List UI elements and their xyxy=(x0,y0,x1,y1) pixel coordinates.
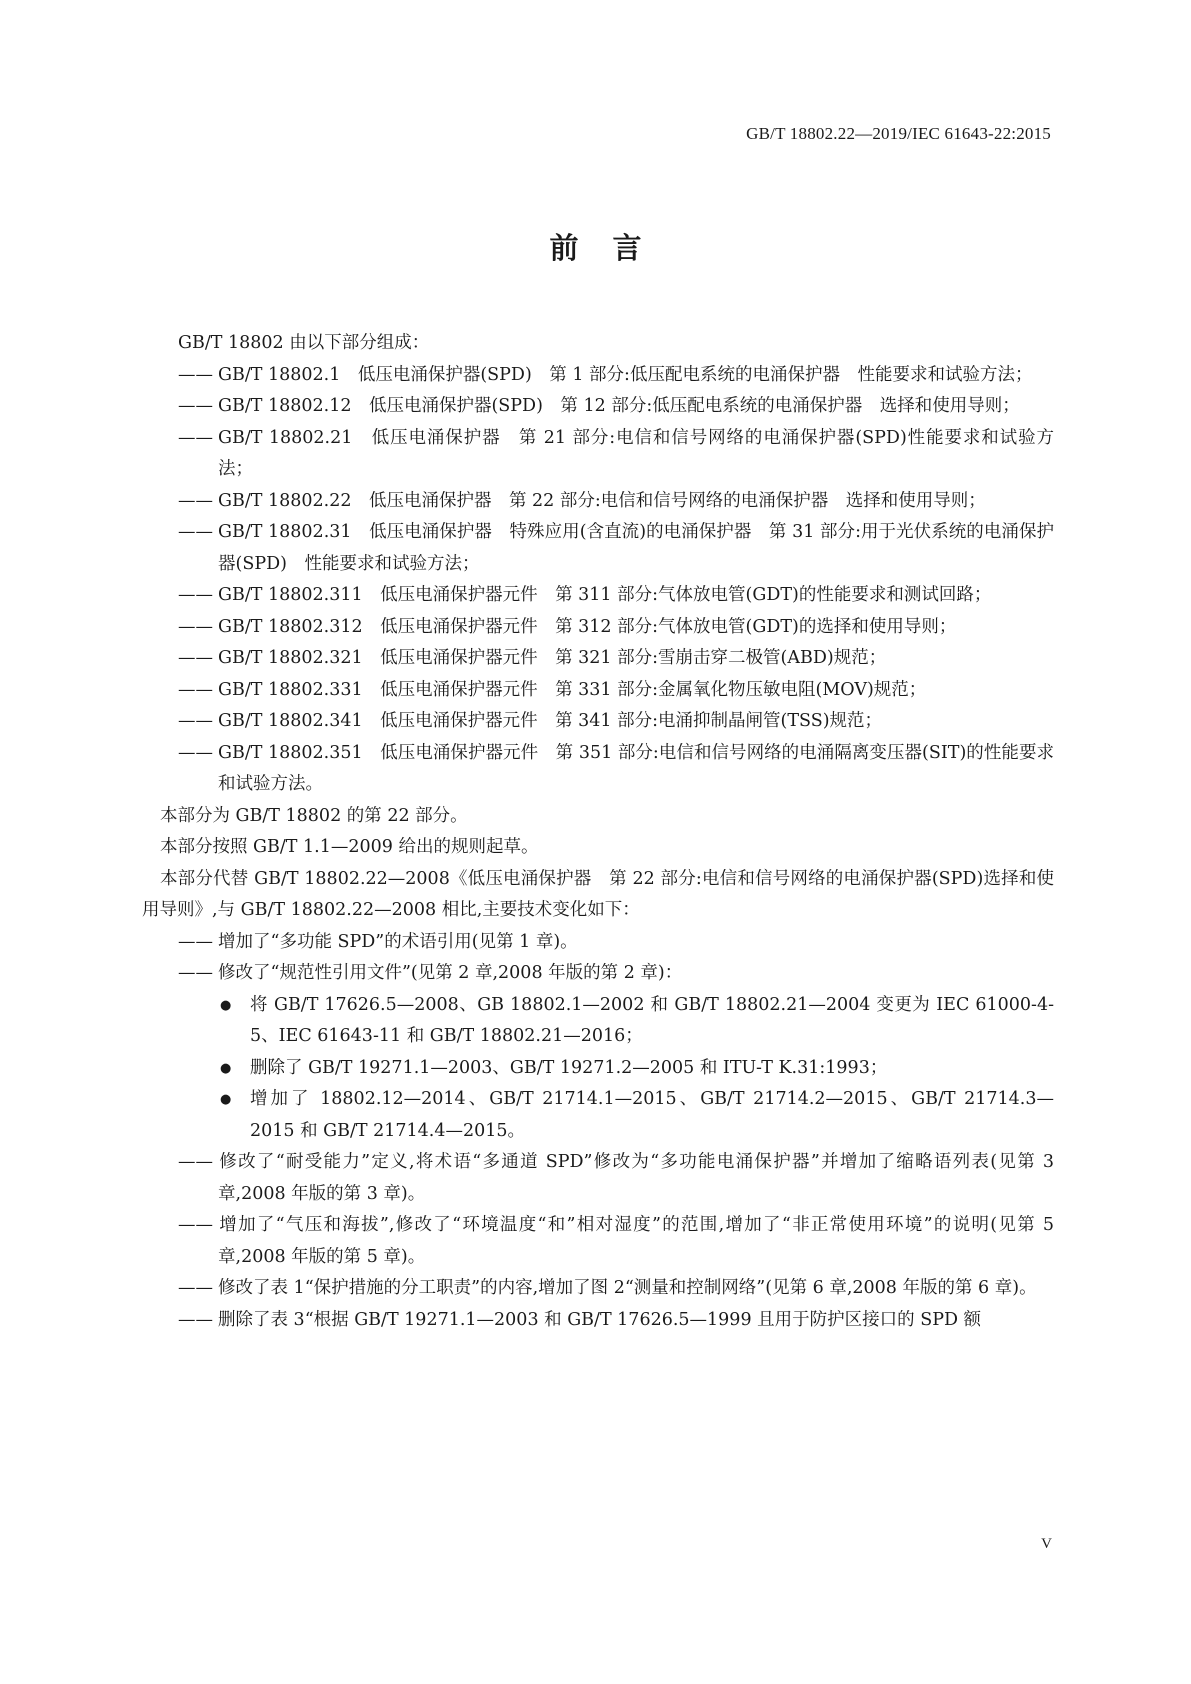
list-item: —— GB/T 18802.21 低压电涌保护器 第 21 部分:电信和信号网络的电涌保护器(SPD)性能要求和试验方法； xyxy=(178,427,1054,479)
list-item: —— GB/T 18802.311 低压电涌保护器元件 第 311 部分:气体放电管(GDT)的性能要求和测试回路； xyxy=(178,585,992,605)
list-item: —— GB/T 18802.321 低压电涌保护器元件 第 321 部分:雪崩击穿二极管(ABD)规范； xyxy=(178,648,887,668)
bullet-icon: ● xyxy=(220,997,232,1013)
standard-code-header: GB/T 18802.22—2019/IEC 61643-22:2015 xyxy=(746,124,1051,143)
bullet-item: ● 删除了 GB/T 19271.1—2003、GB/T 19271.2—2005 和 ITU-T K.31:1993； xyxy=(178,1053,1054,1085)
list-item: —— GB/T 18802.31 低压电涌保护器 特殊应用(含直流)的电涌保护器 第 31 部分:用于光伏系统的电涌保护器(SPD) 性能要求和试验方法； xyxy=(178,522,1054,574)
page-number: V xyxy=(1041,1536,1052,1552)
change-item: —— 修改了“规范性引用文件”(见第 2 章,2008 年版的第 2 章)： xyxy=(178,963,683,983)
list-item: —— GB/T 18802.312 低压电涌保护器元件 第 312 部分:气体放电管(GDT)的选择和使用导则； xyxy=(178,616,957,637)
bullet-icon: ● xyxy=(220,1092,232,1107)
change-item: —— 增加了“多功能 SPD”的术语引用(见第 1 章)。 xyxy=(178,931,578,952)
bullet-item: ● 增加了 18802.12—2014、GB/T 21714.1—2015、GB/T 21714.2—2015、GB/T 21714.3—2015 和 GB/T 21714.4—2015。 xyxy=(178,1084,1054,1147)
intro-paragraph: GB/T 18802 由以下部分组成： xyxy=(178,333,430,353)
page-title: 前言 xyxy=(549,231,676,265)
change-item: —— 修改了表 1“保护措施的分工职责”的内容,增加了图 2“测量和控制网络”(见第 6 章,2008 年版的第 6 章)。 xyxy=(178,1278,1037,1298)
list-item: —— GB/T 18802.351 低压电涌保护器元件 第 351 部分:电信和信号网络的电涌隔离变压器(SIT)的性能要求和试验方法。 xyxy=(178,742,1054,794)
parts-list xyxy=(178,360,1054,801)
document-body xyxy=(142,328,1054,1336)
paragraph-replacement: 本部分代替 GB/T 18802.22—2008《低压电涌保护器 第 22 部分:电信和信号网络的电涌保护器(SPD)选择和使用导则》,与 GB/T 18802.22—2008 相比,主要技术变化如下： xyxy=(142,868,1054,920)
bullet-icon: ● xyxy=(220,1060,232,1076)
change-item: —— 增加了“气压和海拔”,修改了“环境温度“和”相对湿度”的范围,增加了“非正常使用环境”的说明(见第 5 章,2008 年版的第 5 章)。 xyxy=(178,1215,1054,1267)
list-item: —— GB/T 18802.331 低压电涌保护器元件 第 331 部分:金属氧化物压敏电阻(MOV)规范； xyxy=(178,679,927,700)
change-item: —— 修改了“耐受能力”定义,将术语“多通道 SPD”修改为“多功能电涌保护器”并增加了缩略语列表(见第 3 章,2008 年版的第 3 章)。 xyxy=(178,1152,1054,1204)
list-item: —— GB/T 18802.22 低压电涌保护器 第 22 部分:电信和信号网络的电涌保护器 选择和使用导则； xyxy=(178,490,986,511)
bullet-item: ● 将 GB/T 17626.5—2008、GB 18802.1—2002 和 GB/T 18802.21—2004 变更为 IEC 61000-4-5、IEC 61643-11 和 GB/T 18802.21—2016； xyxy=(178,990,1054,1053)
list-item: —— GB/T 18802.1 低压电涌保护器(SPD) 第 1 部分:低压配电系统的电涌保护器 性能要求和试验方法； xyxy=(178,364,1033,385)
list-item: —— GB/T 18802.341 低压电涌保护器元件 第 341 部分:电涌抑制晶闸管(TSS)规范； xyxy=(178,711,883,731)
change-item: —— 删除了表 3“根据 GB/T 19271.1—2003 和 GB/T 17626.5—1999 且用于防护区接口的 SPD 额 xyxy=(178,1309,982,1330)
paragraph-drafting-rules: 本部分按照 GB/T 1.1—2009 给出的规则起草。 xyxy=(160,837,539,857)
paragraph-part-number: 本部分为 GB/T 18802 的第 22 部分。 xyxy=(160,805,468,826)
list-item: —— GB/T 18802.12 低压电涌保护器(SPD) 第 12 部分:低压配电系统的电涌保护器 选择和使用导则； xyxy=(178,396,1020,416)
